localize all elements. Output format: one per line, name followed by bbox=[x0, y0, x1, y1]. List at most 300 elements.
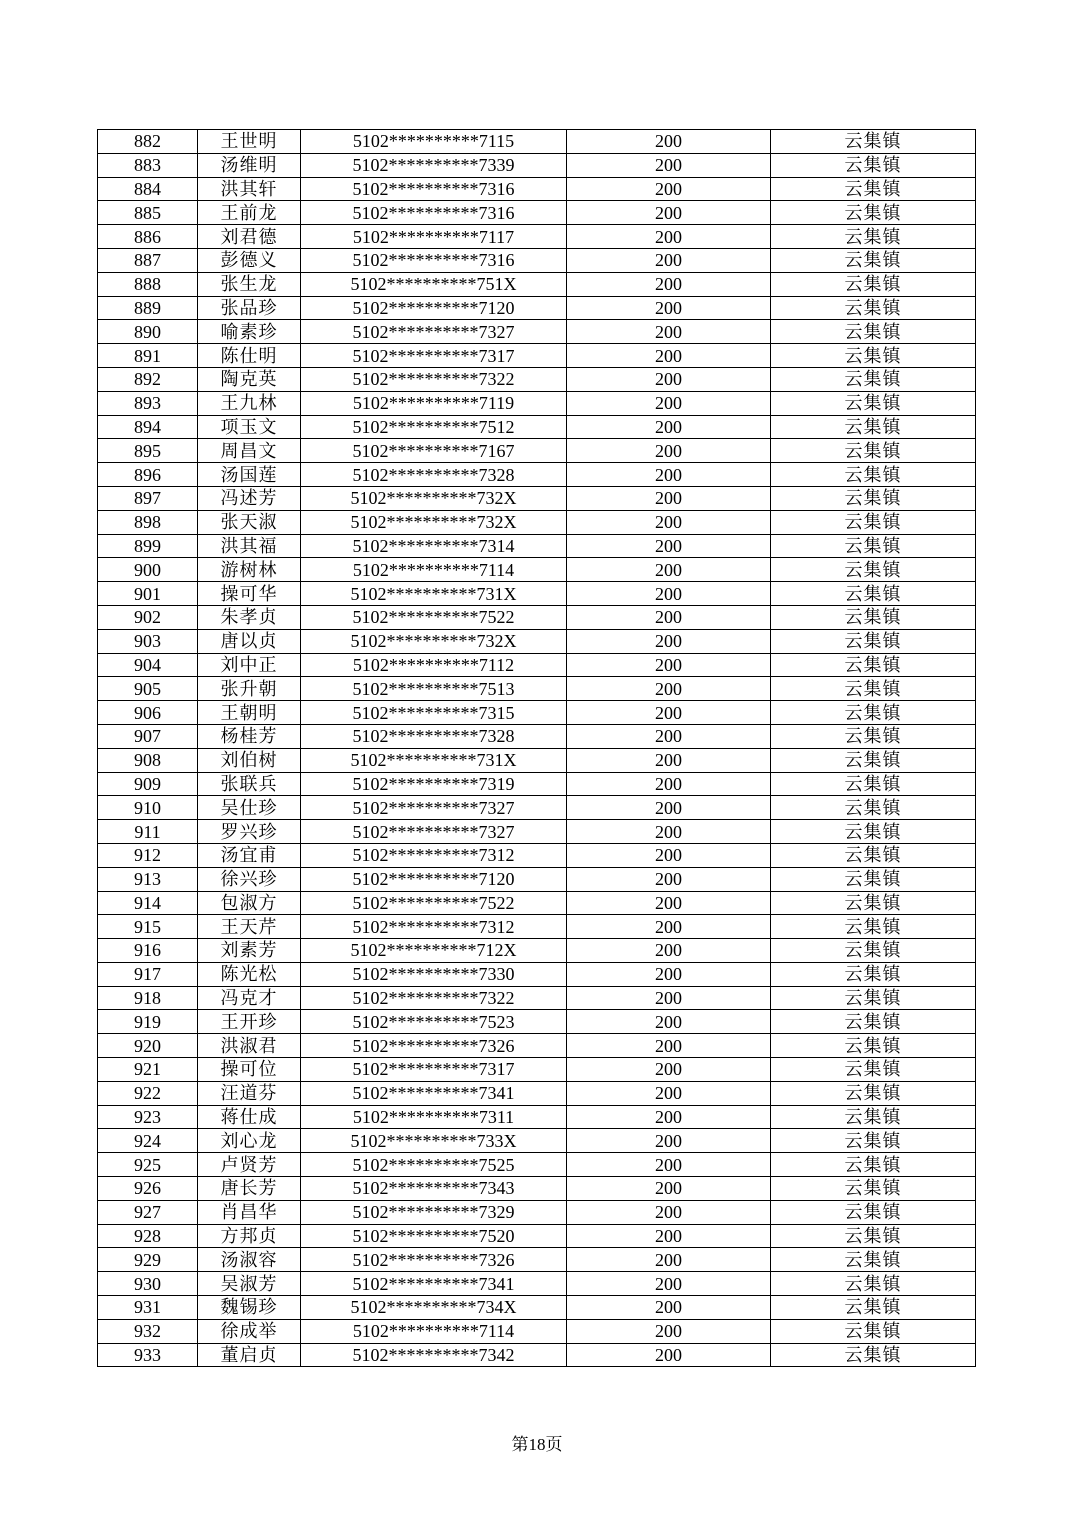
amount-cell: 200 bbox=[567, 534, 771, 558]
row-number-cell: 911 bbox=[98, 820, 198, 844]
table-row bbox=[98, 962, 976, 986]
town-cell: 云集镇 bbox=[771, 391, 976, 415]
amount-cell: 200 bbox=[567, 748, 771, 772]
table-row bbox=[98, 820, 976, 844]
id-number-cell: 5102**********7513 bbox=[301, 677, 567, 701]
name-cell: 洪淑君 bbox=[198, 1034, 301, 1058]
id-number-cell: 5102**********7322 bbox=[301, 367, 567, 391]
town-cell: 云集镇 bbox=[771, 1248, 976, 1272]
name-cell: 喻素珍 bbox=[198, 320, 301, 344]
row-number-cell: 916 bbox=[98, 939, 198, 963]
town-cell: 云集镇 bbox=[771, 153, 976, 177]
row-number-cell: 895 bbox=[98, 439, 198, 463]
amount-cell: 200 bbox=[567, 391, 771, 415]
row-number-cell: 903 bbox=[98, 629, 198, 653]
name-cell: 董启贞 bbox=[198, 1343, 301, 1367]
amount-cell: 200 bbox=[567, 201, 771, 225]
town-cell: 云集镇 bbox=[771, 867, 976, 891]
table-row bbox=[98, 272, 976, 296]
id-number-cell: 5102**********7341 bbox=[301, 1272, 567, 1296]
id-number-cell: 5102**********7343 bbox=[301, 1177, 567, 1201]
id-number-cell: 5102**********7342 bbox=[301, 1343, 567, 1367]
town-cell: 云集镇 bbox=[771, 272, 976, 296]
town-cell: 云集镇 bbox=[771, 962, 976, 986]
table-row bbox=[98, 1319, 976, 1343]
row-number-cell: 893 bbox=[98, 391, 198, 415]
id-number-cell: 5102**********7317 bbox=[301, 344, 567, 368]
page-number: 第18页 bbox=[511, 1435, 563, 1454]
row-number-cell: 882 bbox=[98, 130, 198, 154]
table-row bbox=[98, 510, 976, 534]
town-cell: 云集镇 bbox=[771, 367, 976, 391]
table-row bbox=[98, 843, 976, 867]
amount-cell: 200 bbox=[567, 891, 771, 915]
id-number-cell: 5102**********733X bbox=[301, 1129, 567, 1153]
table-row bbox=[98, 367, 976, 391]
row-number-cell: 904 bbox=[98, 653, 198, 677]
town-cell: 云集镇 bbox=[771, 534, 976, 558]
town-cell: 云集镇 bbox=[771, 1272, 976, 1296]
row-number-cell: 899 bbox=[98, 534, 198, 558]
row-number-cell: 907 bbox=[98, 724, 198, 748]
name-cell: 魏锡珍 bbox=[198, 1296, 301, 1320]
town-cell: 云集镇 bbox=[771, 320, 976, 344]
table-row bbox=[98, 701, 976, 725]
id-number-cell: 5102**********7523 bbox=[301, 1010, 567, 1034]
name-cell: 徐兴珍 bbox=[198, 867, 301, 891]
id-number-cell: 5102**********7326 bbox=[301, 1034, 567, 1058]
id-number-cell: 5102**********731X bbox=[301, 748, 567, 772]
row-number-cell: 926 bbox=[98, 1177, 198, 1201]
id-number-cell: 5102**********7115 bbox=[301, 130, 567, 154]
id-number-cell: 5102**********7330 bbox=[301, 962, 567, 986]
table-row bbox=[98, 534, 976, 558]
town-cell: 云集镇 bbox=[771, 915, 976, 939]
amount-cell: 200 bbox=[567, 605, 771, 629]
table-row bbox=[98, 248, 976, 272]
name-cell: 王朝明 bbox=[198, 701, 301, 725]
id-number-cell: 5102**********7312 bbox=[301, 915, 567, 939]
table-row bbox=[98, 1177, 976, 1201]
amount-cell: 200 bbox=[567, 1129, 771, 1153]
amount-cell: 200 bbox=[567, 677, 771, 701]
town-cell: 云集镇 bbox=[771, 1105, 976, 1129]
table-row bbox=[98, 1058, 976, 1082]
id-number-cell: 5102**********7117 bbox=[301, 225, 567, 249]
table-row bbox=[98, 986, 976, 1010]
town-cell: 云集镇 bbox=[771, 1153, 976, 1177]
row-number-cell: 891 bbox=[98, 344, 198, 368]
row-number-cell: 889 bbox=[98, 296, 198, 320]
town-cell: 云集镇 bbox=[771, 1343, 976, 1367]
amount-cell: 200 bbox=[567, 915, 771, 939]
town-cell: 云集镇 bbox=[771, 486, 976, 510]
town-cell: 云集镇 bbox=[771, 701, 976, 725]
name-cell: 张品珍 bbox=[198, 296, 301, 320]
row-number-cell: 921 bbox=[98, 1058, 198, 1082]
table-row bbox=[98, 653, 976, 677]
name-cell: 汤淑容 bbox=[198, 1248, 301, 1272]
amount-cell: 200 bbox=[567, 510, 771, 534]
id-number-cell: 5102**********7326 bbox=[301, 1248, 567, 1272]
town-cell: 云集镇 bbox=[771, 344, 976, 368]
town-cell: 云集镇 bbox=[771, 796, 976, 820]
table-row bbox=[98, 796, 976, 820]
table-row bbox=[98, 1081, 976, 1105]
id-number-cell: 5102**********731X bbox=[301, 582, 567, 606]
table-row bbox=[98, 225, 976, 249]
id-number-cell: 5102**********7522 bbox=[301, 891, 567, 915]
id-number-cell: 5102**********7327 bbox=[301, 320, 567, 344]
name-cell: 项玉文 bbox=[198, 415, 301, 439]
table-row bbox=[98, 1129, 976, 1153]
table-row bbox=[98, 582, 976, 606]
row-number-cell: 894 bbox=[98, 415, 198, 439]
row-number-cell: 887 bbox=[98, 248, 198, 272]
amount-cell: 200 bbox=[567, 463, 771, 487]
id-number-cell: 5102**********7316 bbox=[301, 177, 567, 201]
name-cell: 张生龙 bbox=[198, 272, 301, 296]
name-cell: 徐成举 bbox=[198, 1319, 301, 1343]
id-number-cell: 5102**********7322 bbox=[301, 986, 567, 1010]
row-number-cell: 902 bbox=[98, 605, 198, 629]
amount-cell: 200 bbox=[567, 1319, 771, 1343]
town-cell: 云集镇 bbox=[771, 201, 976, 225]
amount-cell: 200 bbox=[567, 582, 771, 606]
table-body bbox=[98, 130, 976, 1367]
table-row bbox=[98, 486, 976, 510]
row-number-cell: 932 bbox=[98, 1319, 198, 1343]
row-number-cell: 923 bbox=[98, 1105, 198, 1129]
amount-cell: 200 bbox=[567, 796, 771, 820]
town-cell: 云集镇 bbox=[771, 1177, 976, 1201]
table-row bbox=[98, 1153, 976, 1177]
row-number-cell: 927 bbox=[98, 1200, 198, 1224]
row-number-cell: 919 bbox=[98, 1010, 198, 1034]
row-number-cell: 898 bbox=[98, 510, 198, 534]
town-cell: 云集镇 bbox=[771, 130, 976, 154]
amount-cell: 200 bbox=[567, 939, 771, 963]
amount-cell: 200 bbox=[567, 558, 771, 582]
amount-cell: 200 bbox=[567, 867, 771, 891]
row-number-cell: 896 bbox=[98, 463, 198, 487]
id-number-cell: 5102**********7119 bbox=[301, 391, 567, 415]
name-cell: 操可位 bbox=[198, 1058, 301, 1082]
town-cell: 云集镇 bbox=[771, 177, 976, 201]
name-cell: 操可华 bbox=[198, 582, 301, 606]
id-number-cell: 5102**********7525 bbox=[301, 1153, 567, 1177]
amount-cell: 200 bbox=[567, 272, 771, 296]
amount-cell: 200 bbox=[567, 320, 771, 344]
town-cell: 云集镇 bbox=[771, 986, 976, 1010]
name-cell: 陈仕明 bbox=[198, 344, 301, 368]
id-number-cell: 5102**********7339 bbox=[301, 153, 567, 177]
id-number-cell: 5102**********7327 bbox=[301, 820, 567, 844]
id-number-cell: 5102**********7315 bbox=[301, 701, 567, 725]
amount-cell: 200 bbox=[567, 772, 771, 796]
name-cell: 唐长芳 bbox=[198, 1177, 301, 1201]
name-cell: 周昌文 bbox=[198, 439, 301, 463]
amount-cell: 200 bbox=[567, 962, 771, 986]
row-number-cell: 928 bbox=[98, 1224, 198, 1248]
table-row bbox=[98, 153, 976, 177]
amount-cell: 200 bbox=[567, 1224, 771, 1248]
row-number-cell: 929 bbox=[98, 1248, 198, 1272]
row-number-cell: 914 bbox=[98, 891, 198, 915]
id-number-cell: 5102**********7327 bbox=[301, 796, 567, 820]
name-cell: 吴仕珍 bbox=[198, 796, 301, 820]
id-number-cell: 5102**********7120 bbox=[301, 867, 567, 891]
town-cell: 云集镇 bbox=[771, 1058, 976, 1082]
row-number-cell: 913 bbox=[98, 867, 198, 891]
table-row bbox=[98, 939, 976, 963]
id-number-cell: 5102**********732X bbox=[301, 629, 567, 653]
town-cell: 云集镇 bbox=[771, 1081, 976, 1105]
town-cell: 云集镇 bbox=[771, 225, 976, 249]
name-cell: 陶克英 bbox=[198, 367, 301, 391]
name-cell: 张联兵 bbox=[198, 772, 301, 796]
amount-cell: 200 bbox=[567, 153, 771, 177]
row-number-cell: 917 bbox=[98, 962, 198, 986]
table-row bbox=[98, 391, 976, 415]
table-row bbox=[98, 1343, 976, 1367]
name-cell: 刘素芳 bbox=[198, 939, 301, 963]
amount-cell: 200 bbox=[567, 1272, 771, 1296]
row-number-cell: 909 bbox=[98, 772, 198, 796]
id-number-cell: 5102**********734X bbox=[301, 1296, 567, 1320]
id-number-cell: 5102**********712X bbox=[301, 939, 567, 963]
id-number-cell: 5102**********7312 bbox=[301, 843, 567, 867]
table-row bbox=[98, 415, 976, 439]
amount-cell: 200 bbox=[567, 1343, 771, 1367]
name-cell: 洪其福 bbox=[198, 534, 301, 558]
name-cell: 杨桂芳 bbox=[198, 724, 301, 748]
town-cell: 云集镇 bbox=[771, 463, 976, 487]
table-row bbox=[98, 463, 976, 487]
name-cell: 王开珍 bbox=[198, 1010, 301, 1034]
town-cell: 云集镇 bbox=[771, 510, 976, 534]
id-number-cell: 5102**********7520 bbox=[301, 1224, 567, 1248]
name-cell: 蒋仕成 bbox=[198, 1105, 301, 1129]
table-row bbox=[98, 558, 976, 582]
town-cell: 云集镇 bbox=[771, 1296, 976, 1320]
amount-cell: 200 bbox=[567, 344, 771, 368]
amount-cell: 200 bbox=[567, 486, 771, 510]
town-cell: 云集镇 bbox=[771, 582, 976, 606]
town-cell: 云集镇 bbox=[771, 1319, 976, 1343]
row-number-cell: 922 bbox=[98, 1081, 198, 1105]
row-number-cell: 897 bbox=[98, 486, 198, 510]
amount-cell: 200 bbox=[567, 177, 771, 201]
row-number-cell: 888 bbox=[98, 272, 198, 296]
town-cell: 云集镇 bbox=[771, 748, 976, 772]
town-cell: 云集镇 bbox=[771, 820, 976, 844]
amount-cell: 200 bbox=[567, 1105, 771, 1129]
amount-cell: 200 bbox=[567, 367, 771, 391]
amount-cell: 200 bbox=[567, 248, 771, 272]
amount-cell: 200 bbox=[567, 653, 771, 677]
data-table bbox=[97, 129, 976, 1367]
amount-cell: 200 bbox=[567, 225, 771, 249]
name-cell: 汤宜甫 bbox=[198, 843, 301, 867]
id-number-cell: 5102**********7328 bbox=[301, 724, 567, 748]
row-number-cell: 925 bbox=[98, 1153, 198, 1177]
amount-cell: 200 bbox=[567, 701, 771, 725]
row-number-cell: 920 bbox=[98, 1034, 198, 1058]
name-cell: 陈光松 bbox=[198, 962, 301, 986]
amount-cell: 200 bbox=[567, 843, 771, 867]
table-row bbox=[98, 1248, 976, 1272]
id-number-cell: 5102**********7114 bbox=[301, 1319, 567, 1343]
amount-cell: 200 bbox=[567, 439, 771, 463]
id-number-cell: 5102**********7112 bbox=[301, 653, 567, 677]
id-number-cell: 5102**********7512 bbox=[301, 415, 567, 439]
amount-cell: 200 bbox=[567, 986, 771, 1010]
name-cell: 方邦贞 bbox=[198, 1224, 301, 1248]
name-cell: 汪道芬 bbox=[198, 1081, 301, 1105]
table-row bbox=[98, 296, 976, 320]
table-row bbox=[98, 748, 976, 772]
table-row bbox=[98, 1224, 976, 1248]
name-cell: 包淑方 bbox=[198, 891, 301, 915]
table-row bbox=[98, 724, 976, 748]
row-number-cell: 910 bbox=[98, 796, 198, 820]
name-cell: 卢贤芳 bbox=[198, 1153, 301, 1177]
town-cell: 云集镇 bbox=[771, 1010, 976, 1034]
name-cell: 王九林 bbox=[198, 391, 301, 415]
row-number-cell: 931 bbox=[98, 1296, 198, 1320]
table-row bbox=[98, 1010, 976, 1034]
id-number-cell: 5102**********7317 bbox=[301, 1058, 567, 1082]
town-cell: 云集镇 bbox=[771, 1034, 976, 1058]
row-number-cell: 884 bbox=[98, 177, 198, 201]
town-cell: 云集镇 bbox=[771, 605, 976, 629]
row-number-cell: 885 bbox=[98, 201, 198, 225]
row-number-cell: 905 bbox=[98, 677, 198, 701]
row-number-cell: 933 bbox=[98, 1343, 198, 1367]
row-number-cell: 908 bbox=[98, 748, 198, 772]
name-cell: 汤国莲 bbox=[198, 463, 301, 487]
name-cell: 张升朝 bbox=[198, 677, 301, 701]
row-number-cell: 906 bbox=[98, 701, 198, 725]
name-cell: 刘君德 bbox=[198, 225, 301, 249]
amount-cell: 200 bbox=[567, 1034, 771, 1058]
table-row bbox=[98, 177, 976, 201]
row-number-cell: 915 bbox=[98, 915, 198, 939]
town-cell: 云集镇 bbox=[771, 1129, 976, 1153]
id-number-cell: 5102**********7311 bbox=[301, 1105, 567, 1129]
amount-cell: 200 bbox=[567, 724, 771, 748]
id-number-cell: 5102**********7522 bbox=[301, 605, 567, 629]
name-cell: 吴淑芳 bbox=[198, 1272, 301, 1296]
name-cell: 罗兴珍 bbox=[198, 820, 301, 844]
row-number-cell: 890 bbox=[98, 320, 198, 344]
town-cell: 云集镇 bbox=[771, 891, 976, 915]
table-row bbox=[98, 867, 976, 891]
name-cell: 刘心龙 bbox=[198, 1129, 301, 1153]
id-number-cell: 5102**********7114 bbox=[301, 558, 567, 582]
name-cell: 冯述芳 bbox=[198, 486, 301, 510]
town-cell: 云集镇 bbox=[771, 558, 976, 582]
id-number-cell: 5102**********732X bbox=[301, 510, 567, 534]
id-number-cell: 5102**********7319 bbox=[301, 772, 567, 796]
town-cell: 云集镇 bbox=[771, 724, 976, 748]
table-row bbox=[98, 344, 976, 368]
name-cell: 洪其轩 bbox=[198, 177, 301, 201]
amount-cell: 200 bbox=[567, 1153, 771, 1177]
table-row bbox=[98, 1272, 976, 1296]
id-number-cell: 5102**********7120 bbox=[301, 296, 567, 320]
table-row bbox=[98, 677, 976, 701]
row-number-cell: 886 bbox=[98, 225, 198, 249]
amount-cell: 200 bbox=[567, 1010, 771, 1034]
name-cell: 彭德义 bbox=[198, 248, 301, 272]
name-cell: 王前龙 bbox=[198, 201, 301, 225]
amount-cell: 200 bbox=[567, 130, 771, 154]
id-number-cell: 5102**********7341 bbox=[301, 1081, 567, 1105]
town-cell: 云集镇 bbox=[771, 843, 976, 867]
row-number-cell: 892 bbox=[98, 367, 198, 391]
town-cell: 云集镇 bbox=[771, 677, 976, 701]
name-cell: 汤维明 bbox=[198, 153, 301, 177]
name-cell: 刘中正 bbox=[198, 653, 301, 677]
town-cell: 云集镇 bbox=[771, 439, 976, 463]
name-cell: 王天芹 bbox=[198, 915, 301, 939]
table-row bbox=[98, 915, 976, 939]
row-number-cell: 918 bbox=[98, 986, 198, 1010]
town-cell: 云集镇 bbox=[771, 415, 976, 439]
amount-cell: 200 bbox=[567, 1177, 771, 1201]
town-cell: 云集镇 bbox=[771, 653, 976, 677]
amount-cell: 200 bbox=[567, 629, 771, 653]
table-row bbox=[98, 130, 976, 154]
row-number-cell: 912 bbox=[98, 843, 198, 867]
town-cell: 云集镇 bbox=[771, 772, 976, 796]
table-row bbox=[98, 605, 976, 629]
town-cell: 云集镇 bbox=[771, 939, 976, 963]
town-cell: 云集镇 bbox=[771, 1224, 976, 1248]
id-number-cell: 5102**********7329 bbox=[301, 1200, 567, 1224]
id-number-cell: 5102**********751X bbox=[301, 272, 567, 296]
name-cell: 张天淑 bbox=[198, 510, 301, 534]
amount-cell: 200 bbox=[567, 1058, 771, 1082]
amount-cell: 200 bbox=[567, 1200, 771, 1224]
id-number-cell: 5102**********732X bbox=[301, 486, 567, 510]
amount-cell: 200 bbox=[567, 296, 771, 320]
table-row bbox=[98, 772, 976, 796]
table-row bbox=[98, 439, 976, 463]
town-cell: 云集镇 bbox=[771, 629, 976, 653]
table-row bbox=[98, 320, 976, 344]
name-cell: 王世明 bbox=[198, 130, 301, 154]
name-cell: 冯克才 bbox=[198, 986, 301, 1010]
name-cell: 肖昌华 bbox=[198, 1200, 301, 1224]
id-number-cell: 5102**********7316 bbox=[301, 248, 567, 272]
id-number-cell: 5102**********7328 bbox=[301, 463, 567, 487]
name-cell: 唐以贞 bbox=[198, 629, 301, 653]
table-row bbox=[98, 1034, 976, 1058]
amount-cell: 200 bbox=[567, 415, 771, 439]
table-row bbox=[98, 1296, 976, 1320]
name-cell: 朱孝贞 bbox=[198, 605, 301, 629]
row-number-cell: 900 bbox=[98, 558, 198, 582]
row-number-cell: 883 bbox=[98, 153, 198, 177]
town-cell: 云集镇 bbox=[771, 296, 976, 320]
row-number-cell: 924 bbox=[98, 1129, 198, 1153]
amount-cell: 200 bbox=[567, 1081, 771, 1105]
row-number-cell: 901 bbox=[98, 582, 198, 606]
amount-cell: 200 bbox=[567, 1248, 771, 1272]
